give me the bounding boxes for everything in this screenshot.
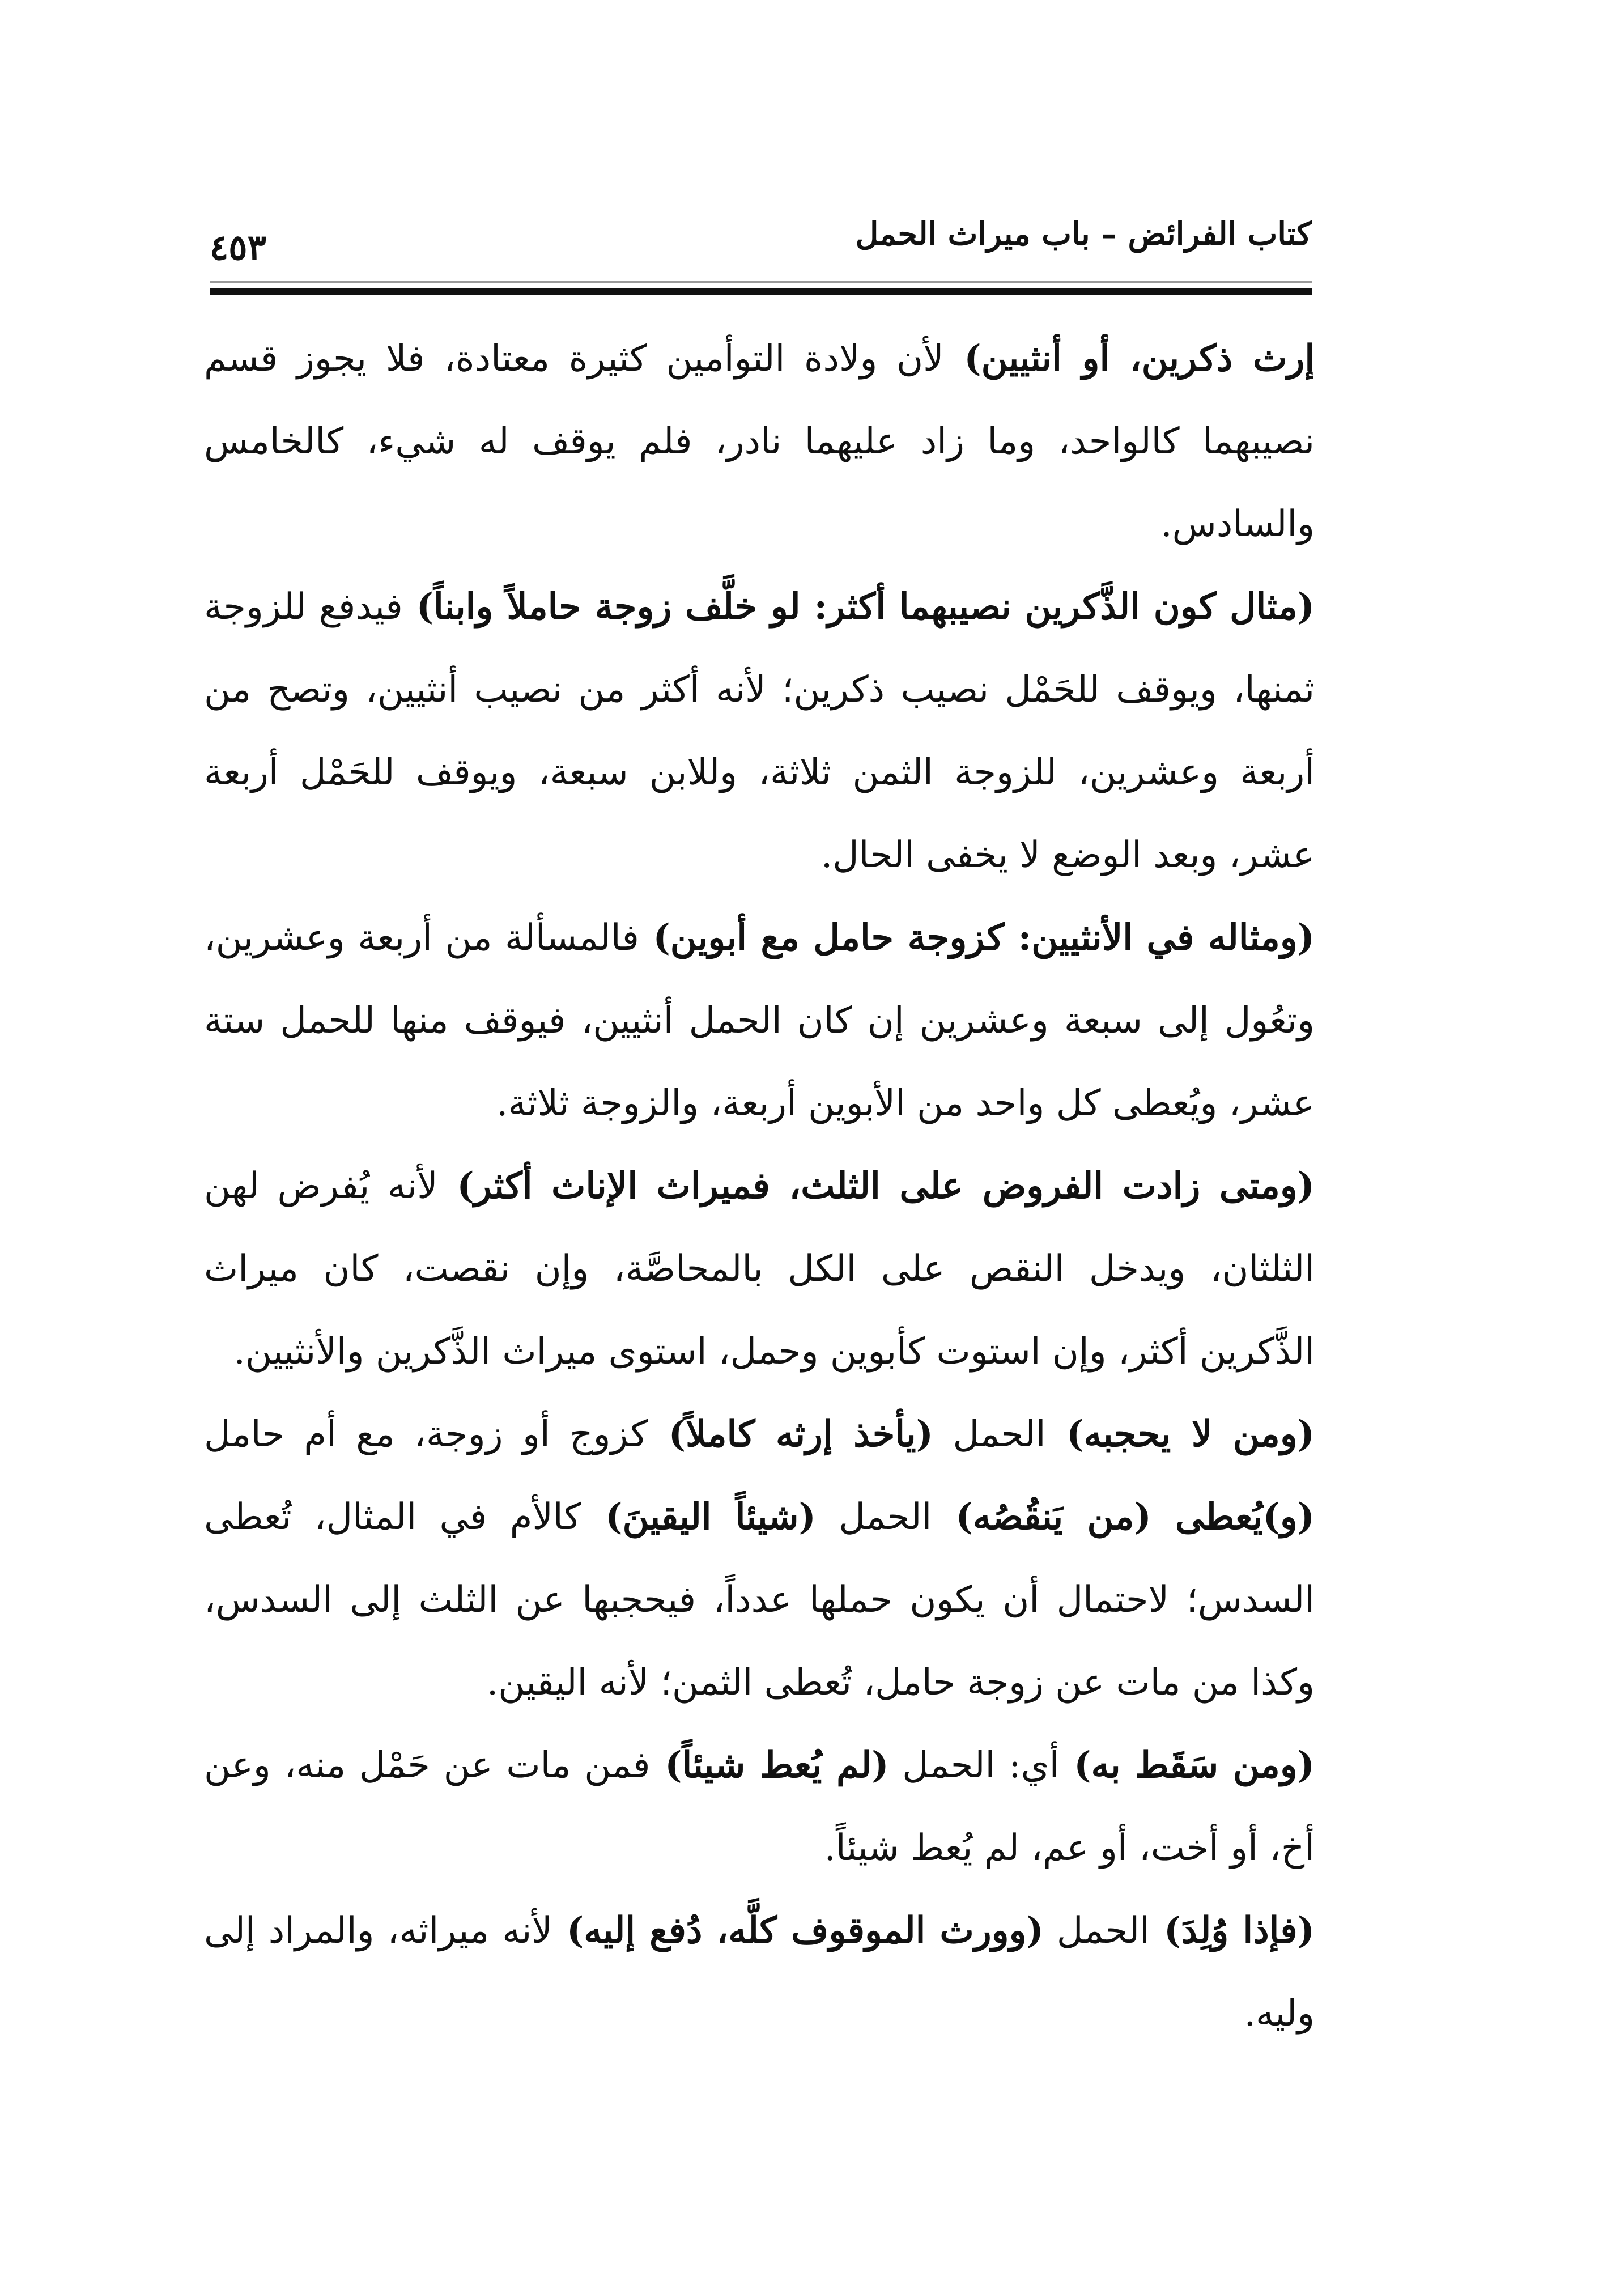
paragraph-7 bbox=[204, 1889, 1315, 2055]
text-segment: فمن مات عن حَمْل منه، وعن أخ، أو أخت، أو عم، لم يُعط شيئاً. bbox=[204, 1744, 1315, 1869]
text-segment: إرث ذكرين، أو أنثيين) bbox=[943, 337, 1315, 380]
paragraph-5 bbox=[204, 1393, 1315, 1724]
text-segment: الحمل bbox=[933, 1413, 1046, 1455]
text-segment: (ومثاله في الأنثيين: كزوجة حامل مع أبوين) bbox=[639, 916, 1315, 959]
text-segment: كزوج أو زوجة، مع أم حامل bbox=[204, 1413, 648, 1455]
text-segment: (لم يُعط شيئاً) bbox=[650, 1744, 889, 1786]
text-segment: كالأم في المثال، تُعطى السدس؛ لاحتمال أن يكون حملها عدداً، فيحجبها عن الثلث إلى السدس، وكذا من مات عن زوجة حامل، تُعطى الثمن؛ لأنه اليقين. bbox=[204, 1496, 1315, 1704]
text-segment: (يأخذ إرثه كاملاً) bbox=[648, 1413, 933, 1455]
text-segment: لأن ولادة التوأمين كثيرة معتادة، فلا يجوز قسم نصيبهما كالواحد، وما زاد عليهما نادر، فلم يوقف له شيء، كالخامس والسادس. bbox=[204, 338, 1315, 545]
text-segment: (و)يُعطى (من يَنقُصُه) bbox=[932, 1496, 1315, 1538]
header-divider-thin bbox=[210, 281, 1312, 283]
text-segment: أي: الحمل bbox=[888, 1744, 1060, 1786]
header-title: كتاب الفرائض – باب ميراث الحمل bbox=[855, 215, 1312, 253]
text-segment: لأنه ميراثه، والمراد إلى وليه. bbox=[204, 1910, 1315, 2035]
text-segment: (ومن سَقَط به) bbox=[1059, 1744, 1315, 1786]
body-text bbox=[204, 317, 1315, 2055]
text-segment: لأنه يُفرض لهن الثلثان، ويدخل النقص على الكل بالمحاصَّة، وإن نقصت، كان ميراث الذَّكرين أكثر، وإن استوت كأبوين وحمل، استوى ميراث الذَّكرين والأنثيين. bbox=[204, 1165, 1315, 1373]
text-segment: (ومتى زادت الفروض على الثلث، فميراث الإناث أكثر) bbox=[437, 1165, 1315, 1207]
text-segment: (ومن لا يحجبه) bbox=[1045, 1413, 1315, 1455]
text-segment: فيدفع للزوجة ثمنها، ويوقف للحَمْل نصيب ذكرين؛ لأنه أكثر من نصيب أنثيين، وتصح من أربعة وعشرين، للزوجة الثمن ثلاثة، وللابن سبعة، ويوقف للحَمْل أربعة عشر، وبعد الوضع لا يخفى الحال. bbox=[204, 586, 1315, 876]
text-segment: (شيئاً اليقينَ) bbox=[581, 1496, 816, 1538]
paragraph-4 bbox=[204, 1145, 1315, 1393]
text-segment: فالمسألة من أربعة وعشرين، وتعُول إلى سبعة وعشرين إن كان الحمل أنثيين، فيوقف منها للحمل ستة عشر، ويُعطى كل واحد من الأبوين أربعة، والزوجة ثلاثة. bbox=[204, 917, 1315, 1124]
paragraph-6 bbox=[204, 1724, 1315, 1889]
running-header bbox=[210, 210, 1312, 272]
text-segment: (مثال كون الذَّكرين نصيبهما أكثر: لو خلَّف زوجة حاملاً وابناً) bbox=[402, 585, 1315, 628]
text-segment: الحمل bbox=[815, 1496, 932, 1538]
paragraph-2 bbox=[204, 566, 1315, 897]
text-segment: الحمل bbox=[1043, 1910, 1150, 1952]
text-segment: (فإذا وُلِدَ) bbox=[1149, 1909, 1315, 1952]
text-segment: (وورث الموقوف كلَّه، دُفع إليه) bbox=[552, 1909, 1044, 1952]
page-number: ٤٥٣ bbox=[210, 227, 266, 268]
header-divider-thick bbox=[210, 288, 1312, 295]
header-divider bbox=[210, 281, 1312, 298]
paragraph-3 bbox=[204, 897, 1315, 1145]
paragraph-1 bbox=[204, 317, 1315, 566]
